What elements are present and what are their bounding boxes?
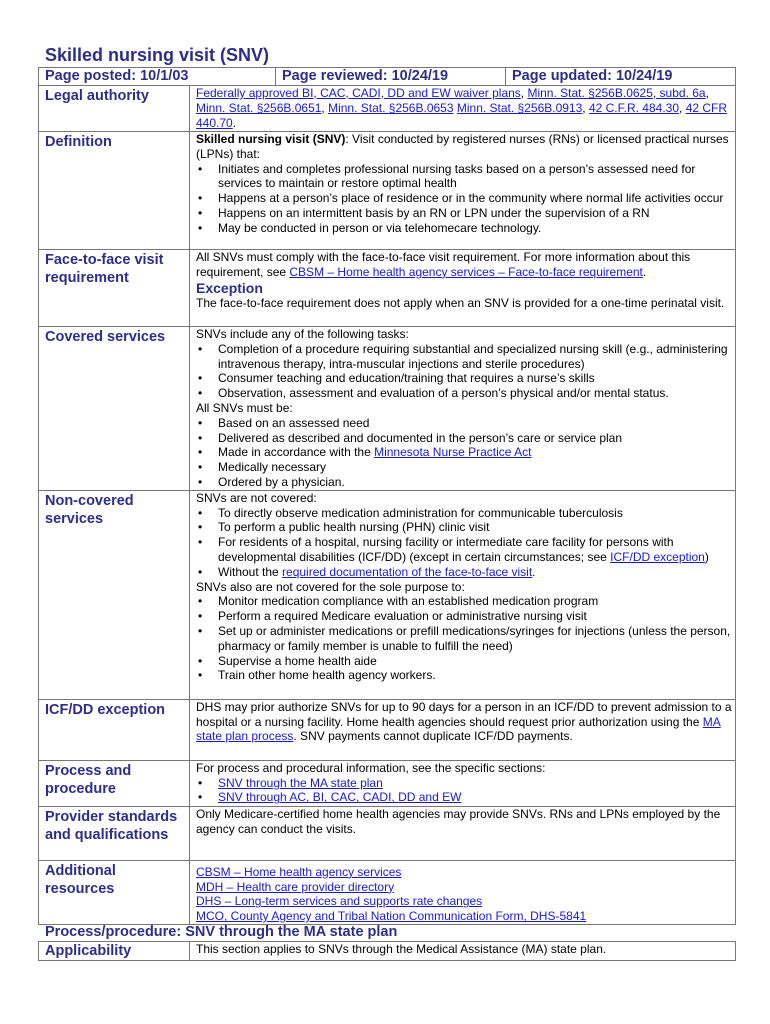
face-to-face-content <box>190 250 736 327</box>
list-item: • Medically necessary <box>218 460 735 475</box>
list-item: • To directly observe medication administration for communicable tuberculosis <box>218 506 735 521</box>
made-text: Made in accordance with the <box>218 445 375 460</box>
exception-heading: Exception <box>196 279 263 296</box>
list-item <box>218 790 735 805</box>
face-to-face-label: Face-to-face visit requirement <box>39 250 190 327</box>
without-end: . <box>532 564 536 579</box>
residents-text: For residents of a hospital, nursing facility or intermediate care facility for persons with developmental disabilities (ICF/DD) (except in certain circumstances; see <box>218 535 674 564</box>
list-item: • Observation, assessment and evaluation of a person’s physical and/or mental status. <box>218 386 735 401</box>
link-dhs-rate-changes[interactable]: DHS – Long-term services and supports rate changes <box>196 894 483 909</box>
non-covered-label: Non-covered services <box>39 490 190 699</box>
link-f2f-requirement[interactable]: CBSM – Home health agency services – Face-to-face requirement <box>289 264 643 279</box>
covered-intro-2: All SNVs must be: <box>196 400 293 415</box>
definition-lead: : Visit conducted by registered nurses (RNs) or licensed practical nurses (LPNs) that: <box>196 132 729 161</box>
covered-intro: SNVs include any of the following tasks: <box>196 327 409 341</box>
link-f2f-documentation[interactable]: required documentation of the face-to-face visit <box>282 564 533 579</box>
noncovered-intro: SNVs are not covered: <box>196 490 317 505</box>
link-waiver-plans[interactable]: Federally approved BI, CAC, CADI, DD and EW waiver plans <box>196 86 521 100</box>
f2f-text-end: . <box>642 264 647 279</box>
page-updated: Page updated: 10/24/19 <box>506 68 736 86</box>
applicability-label: Applicability <box>39 942 190 961</box>
process-intro: For process and procedural information, see the specific sections: <box>196 760 546 775</box>
list-item: • Set up or administer medications or prefill medications/syringes for injections (unless the person, pharmacy or family member is unable to fulfill the need) <box>218 624 735 654</box>
applicability-text: This section applies to SNVs through the Medical Assistance (MA) state plan. <box>190 942 736 961</box>
non-covered-content <box>190 490 736 699</box>
noncovered-intro-2: SNVs also are not covered for the sole purpose to: <box>196 579 465 594</box>
without-text: Without the <box>218 564 283 579</box>
list-item: • Completion of a procedure requiring substantial and specialized nursing skill (e.g., administering intravenous therapy, intra-muscular injections and sterile procedures) <box>218 342 735 372</box>
additional-resources-content <box>190 860 736 924</box>
list-item: • To perform a public health nursing (PHN) clinic visit <box>218 520 735 535</box>
link-stat-0651[interactable]: Minn. Stat. §256B.0651 <box>196 100 322 115</box>
link-cfr-440[interactable]: 42 CFR 440.70 <box>196 100 728 130</box>
legal-authority-label: Legal authority <box>39 86 190 132</box>
definition-term: Skilled nursing visit (SNV) <box>196 132 346 146</box>
list-item: • Delivered as described and documented in the person’s care or service plan <box>218 431 735 446</box>
list-item <box>218 776 735 791</box>
page-posted: Page posted: 10/1/03 <box>39 68 276 86</box>
link-cbsm-home-health[interactable]: CBSM – Home health agency services <box>196 864 402 879</box>
section-heading: Process/procedure: SNV through the MA state plan <box>45 924 398 940</box>
covered-services-label: Covered services <box>39 327 190 491</box>
definition-label: Definition <box>39 132 190 250</box>
list-item: • Ordered by a physician. <box>218 475 735 490</box>
link-dhs-5841[interactable]: MCO, County Agency and Tribal Nation Communication Form, DHS-5841 <box>196 909 587 924</box>
list-item: • Monitor medication compliance with an established medication program <box>218 594 735 609</box>
additional-resources-label: Additional resources <box>39 860 190 924</box>
link-stat-0913[interactable]: Minn. Stat. §256B.0913 <box>456 100 583 115</box>
link-icf-dd-exception[interactable]: ICF/DD exception <box>610 549 705 564</box>
icf-dd-content <box>190 699 736 760</box>
link-snv-waivers[interactable]: SNV through AC, BI, CAC, CADI, DD and EW <box>218 790 462 805</box>
process-label: Process and procedure <box>39 760 190 806</box>
provider-standards-content: Only Medicare-certified home health agencies may provide SNVs. RNs and LPNs employed by the agency can conduct the visits. <box>190 806 736 860</box>
legal-authority-content: Federally approved BI, CAC, CADI, DD and EW waiver plans, Minn. Stat. §256B.0625, subd. 6a, Minn. Stat. §256B.0651, Minn. Stat. §256B.0653 Minn. Stat. §256B.0913, 42 C.F.R. 484.30, 42 CFR 440.70. <box>190 86 736 132</box>
applicability-table <box>38 941 736 961</box>
list-item: • Train other home health agency workers. <box>218 668 735 683</box>
list-item: • May be conducted in person or via telehomecare technology. <box>218 221 735 236</box>
snv-table <box>38 67 736 925</box>
link-stat-0653[interactable]: Minn. Stat. §256B.0653 <box>328 100 454 115</box>
link-cfr-484[interactable]: 42 C.F.R. 484.30 <box>588 100 680 115</box>
page-reviewed: Page reviewed: 10/24/19 <box>276 68 506 86</box>
link-snv-ma-plan[interactable]: SNV through the MA state plan <box>218 775 383 790</box>
definition-content <box>190 132 736 250</box>
page-title: Skilled nursing visit (SNV) <box>45 45 270 65</box>
list-item <box>218 535 735 565</box>
list-item <box>218 445 735 460</box>
f2f-text: All SNVs must comply with the face-to-face visit requirement. For more information about this requirement, see <box>196 250 691 279</box>
covered-services-content <box>190 327 736 491</box>
exception-text: The face-to-face requirement does not apply when an SNV is provided for a one-time perinatal visit. <box>196 295 725 310</box>
list-item: • Supervise a home health aide <box>218 654 735 669</box>
list-item: • Happens on an intermittent basis by an RN or LPN under the supervision of a RN <box>218 206 735 221</box>
list-item: • Consumer teaching and education/training that requires a nurse’s skills <box>218 371 735 386</box>
list-item: • Happens at a person’s place of residence or in the community where normal life activities occur <box>218 191 735 206</box>
process-content <box>190 760 736 806</box>
icf-text: DHS may prior authorize SNVs for up to 90 days for a person in an ICF/DD to prevent admission to a hospital or a nursing facility. Home health agencies should request prior authorization using the <box>196 699 732 729</box>
list-item: • Initiates and completes professional nursing tasks based on a person’s assessed need for services to maintain or restore optimal health <box>218 162 735 192</box>
link-mdh-directory[interactable]: MDH – Health care provider directory <box>196 879 395 894</box>
link-nurse-practice-act[interactable]: Minnesota Nurse Practice Act <box>374 445 532 460</box>
icf-dd-label: ICF/DD exception <box>39 699 190 760</box>
icf-text-end: . SNV payments cannot duplicate ICF/DD payments. <box>293 729 573 744</box>
provider-standards-label: Provider standards and qualifications <box>39 806 190 860</box>
link-ma-state-plan-process[interactable]: MA state plan process <box>196 714 721 744</box>
list-item <box>218 565 735 580</box>
link-stat-0625[interactable]: Minn. Stat. §256B.0625, subd. 6a <box>527 86 706 100</box>
list-item: • Perform a required Medicare evaluation or administrative nursing visit <box>218 609 735 624</box>
list-item: • Based on an assessed need <box>218 416 735 431</box>
residents-end: ) <box>704 549 709 564</box>
